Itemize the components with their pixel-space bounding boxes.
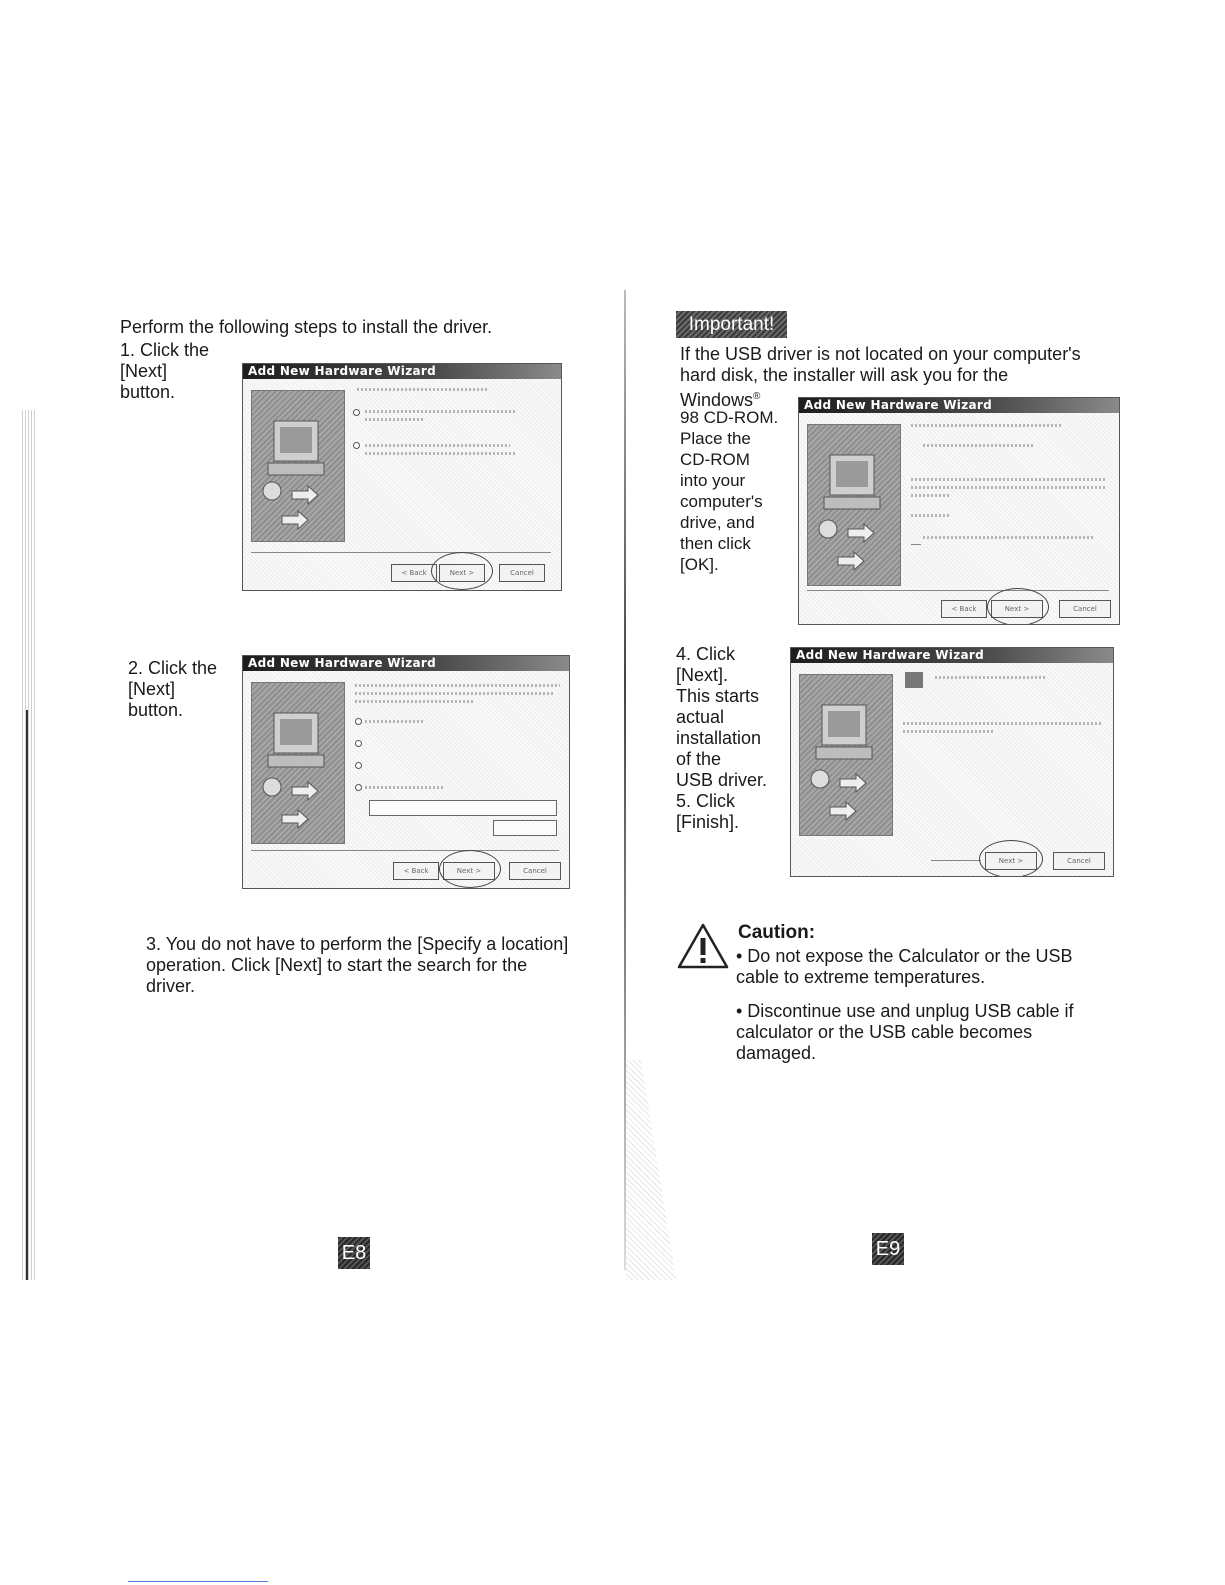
cancel-button[interactable]: Cancel — [1053, 852, 1105, 870]
bottom-rule — [128, 1581, 268, 1582]
wizard-screenshot-2 — [242, 655, 570, 889]
wizard-title: Add New Hardware Wizard — [791, 648, 1113, 663]
wizard-screenshot-1 — [242, 363, 562, 591]
back-button[interactable]: < Back — [941, 600, 987, 618]
registered-mark: ® — [753, 391, 761, 402]
wizard-screenshot-4 — [790, 647, 1114, 877]
page-edge-left — [22, 410, 36, 1280]
caution-bullet-2: • Discontinue use and unplug USB cable if calculator or the USB cable becomes damaged. — [736, 1001, 1074, 1063]
computer-install-icon — [799, 674, 893, 836]
wizard-title: Add New Hardware Wizard — [243, 364, 561, 379]
wizard-screenshot-3 — [798, 397, 1120, 625]
cancel-button[interactable]: Cancel — [509, 862, 561, 880]
step-2-text: 2. Click the [Next] button. — [128, 658, 218, 720]
intro-text: Perform the following steps to install the driver. — [120, 317, 493, 337]
page-number-e8: E8 — [338, 1237, 370, 1269]
device-icon — [905, 672, 923, 688]
book-spine — [624, 290, 626, 1270]
back-button[interactable]: < Back — [393, 862, 439, 880]
step-3-text: 3. You do not have to perform the [Specify a location] operation. Click [Next] to start the search for the driver. — [146, 934, 569, 996]
important-badge: Important! — [676, 311, 787, 338]
finish-button[interactable]: Next > — [985, 852, 1037, 870]
caution-title: Caution: — [738, 922, 816, 943]
spine-shadow — [626, 1060, 676, 1280]
next-button[interactable]: Next > — [443, 862, 495, 880]
step-1-text: 1. Click the [Next] button. — [120, 340, 210, 402]
highlight-circle — [987, 588, 1049, 625]
wizard-title: Add New Hardware Wizard — [799, 398, 1119, 413]
page-number-e9: E9 — [872, 1233, 904, 1265]
highlight-circle — [979, 840, 1043, 877]
computer-install-icon — [251, 390, 345, 542]
computer-install-icon — [251, 682, 345, 844]
cancel-button[interactable]: Cancel — [1059, 600, 1111, 618]
computer-install-icon — [807, 424, 901, 586]
caution-bullet-1: • Do not expose the Calculator or the USB cable to extreme temperatures. — [736, 946, 1073, 987]
cancel-button[interactable]: Cancel — [499, 564, 545, 582]
next-button[interactable]: Next > — [991, 600, 1043, 618]
windows-word: Windows — [680, 390, 754, 410]
back-button[interactable]: < Back — [391, 564, 437, 582]
next-button[interactable]: Next > — [439, 564, 485, 582]
important-text: If the USB driver is not located on your computer's hard disk, the installer will ask you for the — [680, 344, 1081, 385]
wizard-title: Add New Hardware Wizard — [243, 656, 569, 671]
highlight-circle — [439, 850, 501, 888]
cd-rom-instructions: 98 CD-ROM. Place the CD-ROM into your computer's drive, and then click [OK]. — [680, 408, 779, 574]
highlight-circle — [431, 552, 493, 590]
steps-4-5-text: 4. Click [Next]. This starts actual installation of the USB driver. 5. Click [Finish]. — [676, 644, 768, 832]
warning-triangle-icon — [676, 922, 730, 970]
